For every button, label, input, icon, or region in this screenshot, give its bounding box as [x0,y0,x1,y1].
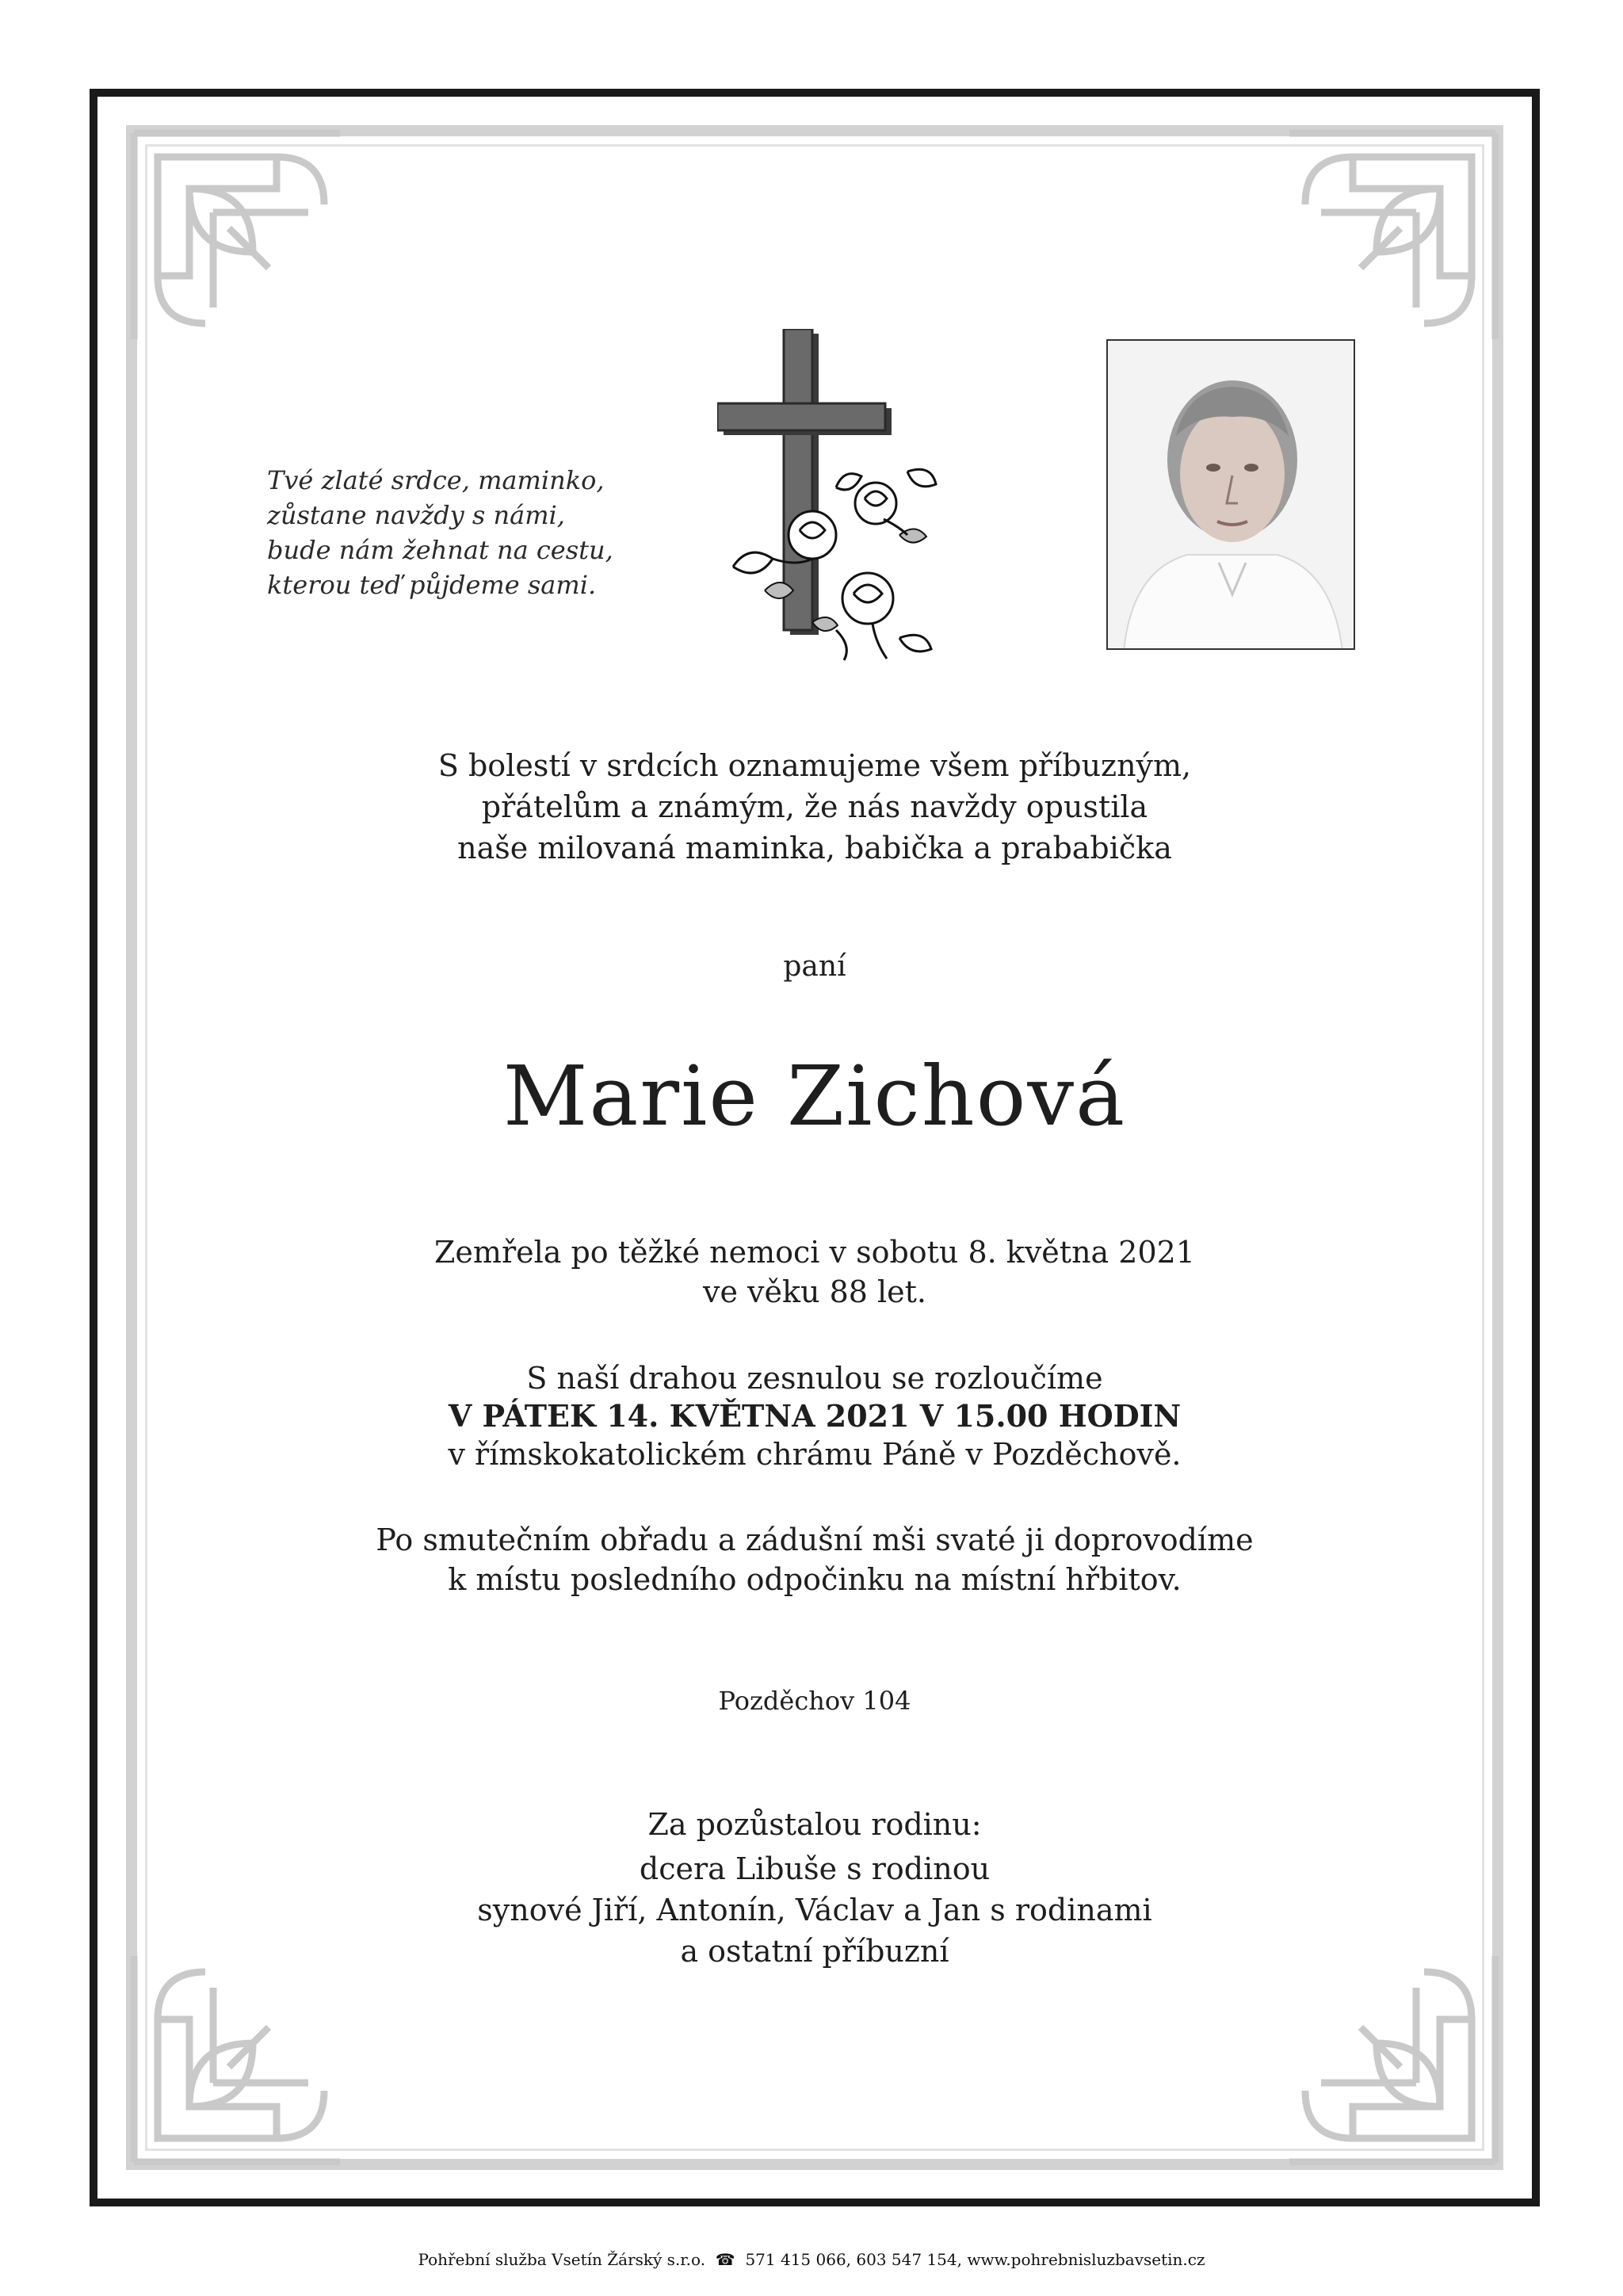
footer-phones: 571 415 066, 603 547 154, [745,2250,962,2269]
corner-ornament-top-left [118,117,356,355]
family-member: a ostatní příbuzní [680,1934,949,1969]
ceremony-location: v římskokatolickém chrámu Páně v Pozděchově. [448,1437,1182,1472]
death-details [90,1232,1540,1312]
family-member: dcera Libuše s rodinou [639,1851,991,1886]
announcement-intro [90,745,1540,869]
ceremony-line: S naší drahou zesnulou se rozloučíme [526,1361,1103,1396]
poem-line: Tvé zlaté srdce, maminko, [267,465,605,495]
poem-line: zůstane navždy s námi, [267,500,565,530]
corner-ornament-bottom-left [118,1940,356,2178]
deceased-name: Marie Zichová [502,1048,1127,1144]
portrait-image [1108,341,1355,650]
cross-with-roses-icon [717,329,955,662]
memorial-poem [267,463,632,602]
corner-ornament-bottom-right [1274,1940,1511,2178]
burial-details [90,1520,1540,1599]
footer-website[interactable]: www.pohrebnisluzbavsetin.cz [967,2250,1205,2269]
honorific: paní [783,950,846,983]
death-line: Zemřela po těžké nemoci v sobotu 8. května 2021 [434,1235,1195,1270]
death-line: ve věku 88 let. [703,1274,926,1309]
family-heading: Za pozůstalou rodinu: [647,1807,982,1842]
funeral-service-footer [0,2248,1623,2271]
intro-line: naše milovaná maminka, babička a prababička [457,831,1172,865]
ceremony-details [90,1359,1540,1473]
poem-line: kterou teď půjdeme sami. [267,570,597,600]
footer-company: Pohřební služba Vsetín Žárský s.r.o. [418,2250,706,2269]
poem-line: bude nám žehnat na cestu, [267,535,613,565]
intro-line: přátelům a známým, že nás navždy opustila [481,789,1148,824]
corner-ornament-top-right [1274,117,1511,355]
burial-line: k místu posledního odpočinku na místní hřbitov. [448,1562,1182,1597]
family-address: Pozděchov 104 [718,1686,911,1716]
family-signature [90,1804,1540,1972]
portrait-photo [1106,339,1355,650]
phone-icon: ☎ [710,2250,741,2269]
intro-line: S bolestí v srdcích oznamujeme všem příbuzným, [437,748,1192,783]
family-member: synové Jiří, Antonín, Václav a Jan s rodinami [477,1893,1152,1927]
burial-line: Po smutečním obřadu a zádušní mši svaté ji doprovodíme [376,1522,1254,1557]
ceremony-date-time: V PÁTEK 14. KVĚTNA 2021 V 15.00 HODIN [448,1398,1182,1434]
